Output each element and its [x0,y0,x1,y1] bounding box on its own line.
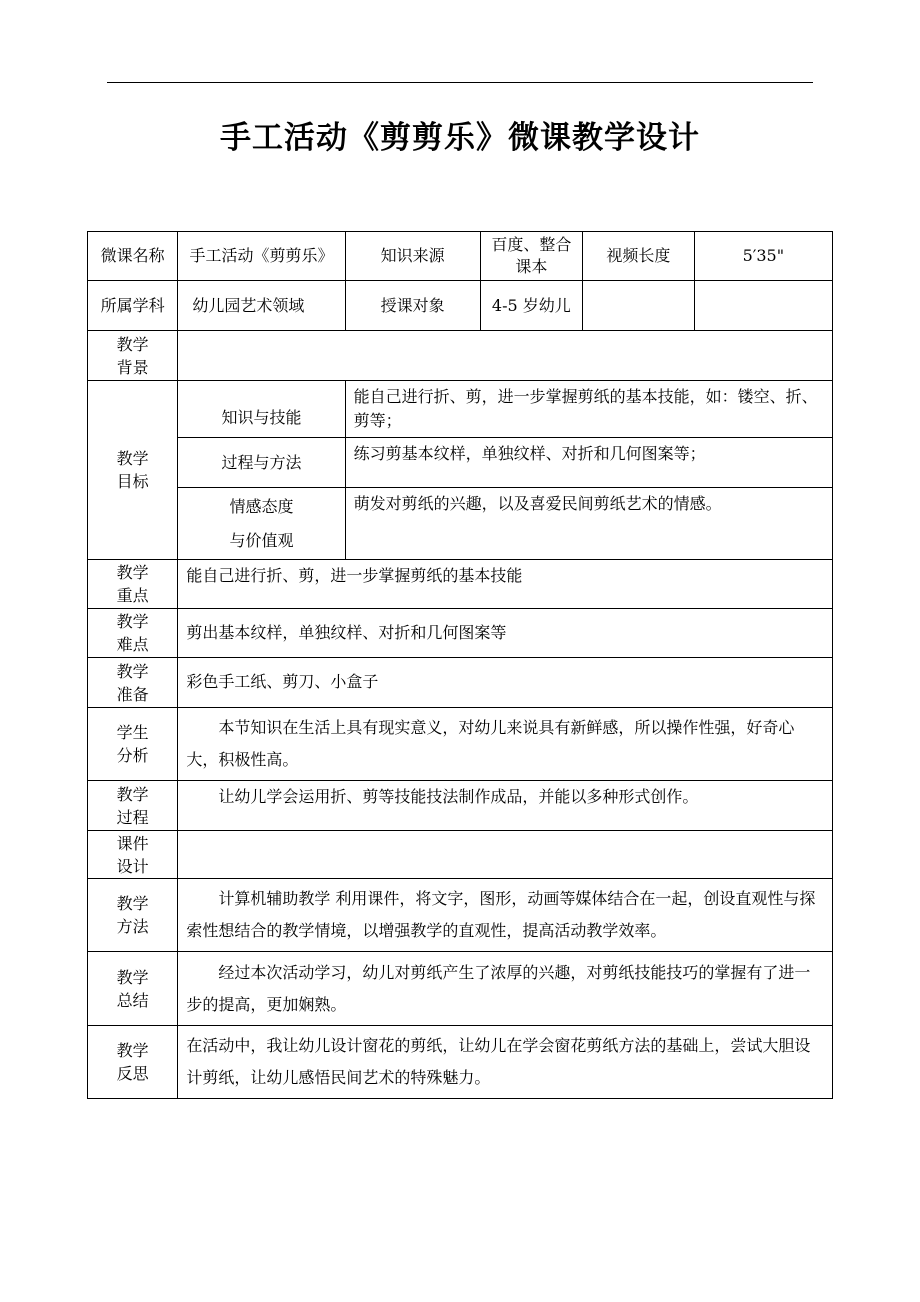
lesson-design-table [87,231,833,1099]
row-goal-process [88,438,833,488]
row-method [88,879,833,952]
row-process [88,781,833,831]
background-value [178,331,833,381]
background-label: 教学 背景 [88,331,178,381]
row-difficulties [88,609,833,658]
audience-value: 4-5 岁幼儿 [480,281,583,331]
method-value: 计算机辅助教学 利用课件，将文字，图形，动画等媒体结合在一起，创设直观性与探索性想结合的教学情境，以增强教学的直观性，提高活动教学效率。 [178,879,833,952]
courseware-value [178,831,833,879]
knowledge-skill-value: 能自己进行折、剪，进一步掌握剪纸的基本技能，如：镂空、折、剪等； [345,381,832,438]
video-length-value: 5′35" [694,232,832,281]
goals-label: 教学 目标 [88,381,178,560]
key-points-value: 能自己进行折、剪，进一步掌握剪纸的基本技能 [178,560,833,609]
course-name-value: 手工活动《剪剪乐》 [178,232,345,281]
row-summary [88,952,833,1026]
method-label: 教学 方法 [88,879,178,952]
audience-label: 授课对象 [345,281,480,331]
preparation-value: 彩色手工纸、剪刀、小盒子 [178,658,833,708]
row-goal-emotion [88,488,833,560]
summary-label: 教学 总结 [88,952,178,1026]
document-title: 手工活动《剪剪乐》微课教学设计 [220,120,700,156]
row-student-analysis [88,708,833,781]
row-goal-knowledge [88,381,833,438]
process-method-label: 过程与方法 [178,438,345,488]
key-points-label: 教学 重点 [88,560,178,609]
student-analysis-value: 本节知识在生活上具有现实意义，对幼儿来说具有新鲜感，所以操作性强，好奇心大，积极性高。 [178,708,833,781]
courseware-label: 课件 设计 [88,831,178,879]
emotion-value-label: 情感态度 与价值观 [178,488,345,560]
preparation-label: 教学 准备 [88,658,178,708]
knowledge-skill-label: 知识与技能 [178,381,345,438]
empty-cell [583,281,695,331]
row-background [88,331,833,381]
difficulties-value: 剪出基本纹样，单独纹样、对折和几何图案等 [178,609,833,658]
source-value: 百度、整合课本 [480,232,583,281]
course-name-label: 微课名称 [88,232,178,281]
summary-value: 经过本次活动学习，幼儿对剪纸产生了浓厚的兴趣，对剪纸技能技巧的掌握有了进一步的提高，更加娴熟。 [178,952,833,1026]
row-reflection [88,1026,833,1099]
subject-value: 幼儿园艺术领域 [178,281,345,331]
difficulties-label: 教学 难点 [88,609,178,658]
student-analysis-label: 学生 分析 [88,708,178,781]
process-label: 教学 过程 [88,781,178,831]
row-courseware [88,831,833,879]
empty-cell [694,281,832,331]
row-subject [88,281,833,331]
video-length-label: 视频长度 [583,232,695,281]
process-method-value: 练习剪基本纹样，单独纹样、对折和几何图案等； [345,438,832,488]
source-label: 知识来源 [345,232,480,281]
header-rule [107,82,813,83]
subject-label: 所属学科 [88,281,178,331]
process-value: 让幼儿学会运用折、剪等技能技法制作成品，并能以多种形式创作。 [178,781,833,831]
row-key-points [88,560,833,609]
row-course-info [88,232,833,281]
reflection-label: 教学 反思 [88,1026,178,1099]
emotion-value-text: 萌发对剪纸的兴趣，以及喜爱民间剪纸艺术的情感。 [345,488,832,560]
reflection-value: 在活动中，我让幼儿设计窗花的剪纸，让幼儿在学会窗花剪纸方法的基础上，尝试大胆设计剪纸，让幼儿感悟民间艺术的特殊魅力。 [178,1026,833,1099]
row-preparation [88,658,833,708]
